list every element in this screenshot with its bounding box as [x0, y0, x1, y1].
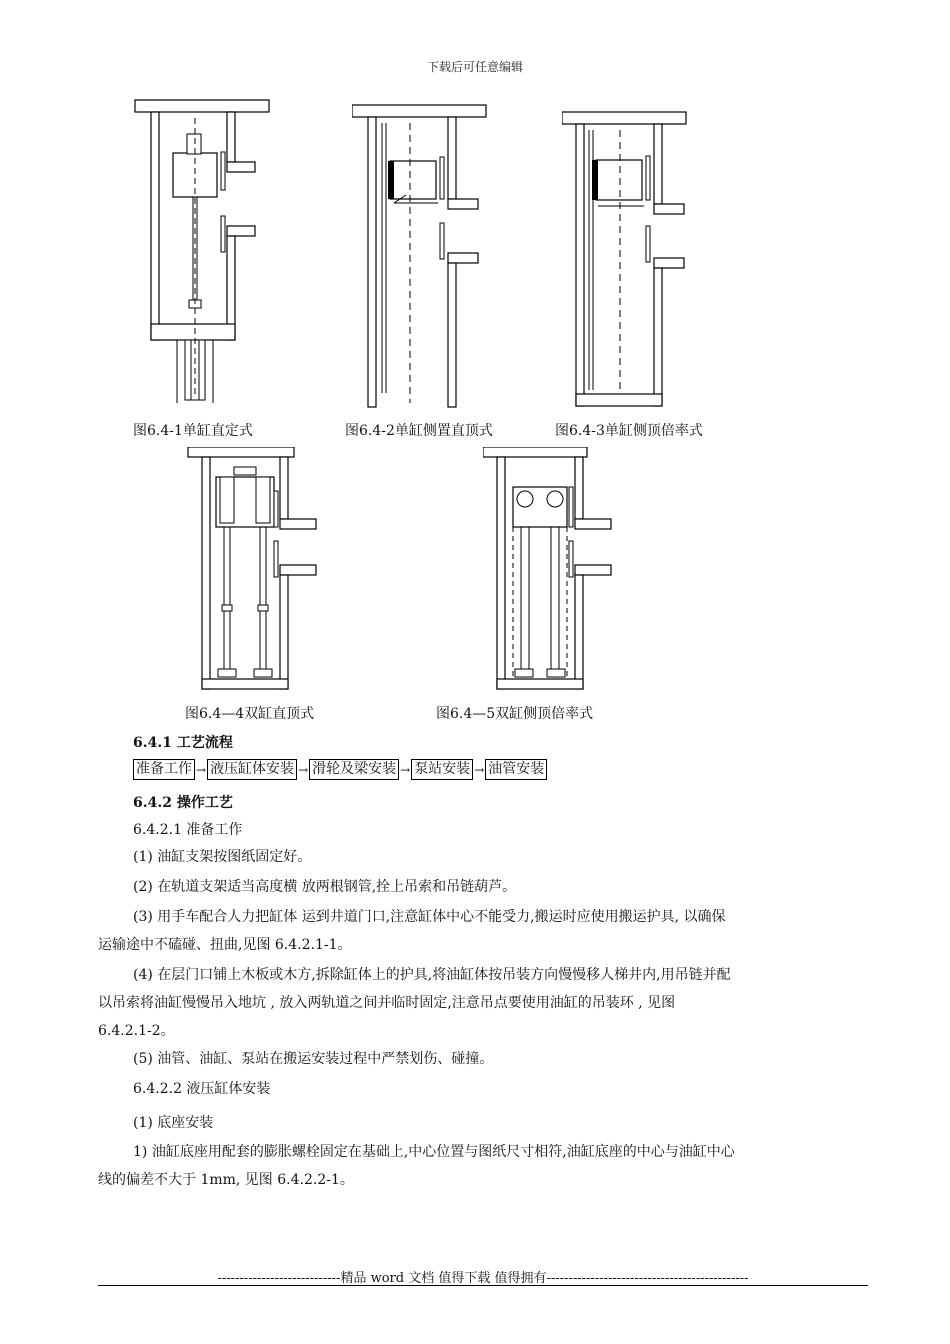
- figure-4-diagram: [182, 447, 322, 692]
- paragraph-line: (4) 在层门口铺上木板或木方,拆除缸体上的护具,将油缸体按吊装方向慢慢移人梯井内,用吊链并配: [133, 967, 731, 983]
- flow-step-5: 油管安装: [485, 759, 547, 780]
- section-642-heading: 6.4.2 操作工艺: [133, 795, 233, 811]
- flow-step-1: 准备工作: [133, 759, 195, 780]
- paragraph-line: 6.4.2.1-2。: [98, 1023, 175, 1039]
- flow-step-3: 滑轮及梁安装: [309, 759, 399, 780]
- figure-5-caption: 图6.4—5双缸侧顶倍率式: [436, 706, 594, 722]
- figure-4-caption: 图6.4—4双缸直顶式: [185, 706, 315, 722]
- flow-arrow-3: →: [400, 762, 411, 777]
- footer-rule: [98, 1285, 868, 1286]
- paragraph-line: 线的偏差不大于 1mm, 见图 6.4.2.2-1。: [98, 1172, 354, 1188]
- paragraph-line: 6.4.2.2 液压缸体安装: [133, 1081, 271, 1097]
- figure-3-diagram: [562, 110, 692, 410]
- paragraph-line: (1) 油缸支架按图纸固定好。: [133, 849, 312, 865]
- page-footer: ----------------------------精品 word 文档 值得下载 值得拥有----------------------------------------------: [217, 1271, 749, 1286]
- paragraph-line: (5) 油管、油缸、泵站在搬运安装过程中严禁划伤、碰撞。: [133, 1051, 494, 1067]
- flow-step-4: 泵站安装: [411, 759, 473, 780]
- figure-3-caption: 图6.4-3单缸侧顶倍率式: [555, 423, 703, 439]
- paragraph-line: 以吊索将油缸慢慢吊入地坑 , 放入两轨道之间并临时固定,注意吊点要使用油缸的吊装环 , 见图: [98, 995, 676, 1011]
- flow-step-2: 液压缸体安装: [207, 759, 297, 780]
- paragraph-line: (1) 底座安装: [133, 1115, 214, 1131]
- flow-arrow-1: →: [196, 762, 207, 777]
- figure-1-diagram: [133, 98, 273, 408]
- figure-1-caption: 图6.4-1单缸直定式: [133, 423, 253, 439]
- process-flow: [133, 759, 547, 780]
- section-641-heading: 6.4.1 工艺流程: [133, 735, 233, 751]
- figure-2-caption: 图6.4-2单缸侧置直顶式: [345, 423, 493, 439]
- flow-arrow-2: →: [298, 762, 309, 777]
- flow-arrow-4: →: [474, 762, 485, 777]
- paragraph-line: (3) 用手车配合人力把缸体 运到井道门口,注意缸体中心不能受力,搬运时应使用搬运护具, 以确保: [133, 909, 726, 925]
- paragraph-line: 运输途中不磕碰、扭曲,见图 6.4.2.1-1。: [98, 937, 352, 953]
- paragraph-line: (2) 在轨道支架适当高度横 放两根钢管,拴上吊索和吊链葫芦。: [133, 879, 517, 895]
- figure-2-diagram: [352, 103, 492, 408]
- paragraph-line: 1) 油缸底座用配套的膨胀螺栓固定在基础上,中心位置与图纸尺寸相符,油缸底座的中心与油缸中心: [133, 1144, 735, 1160]
- figure-5-diagram: [483, 447, 623, 692]
- page-header: 下载后可任意编辑: [426, 60, 523, 74]
- paragraph-line: 6.4.2.1 准备工作: [133, 822, 243, 838]
